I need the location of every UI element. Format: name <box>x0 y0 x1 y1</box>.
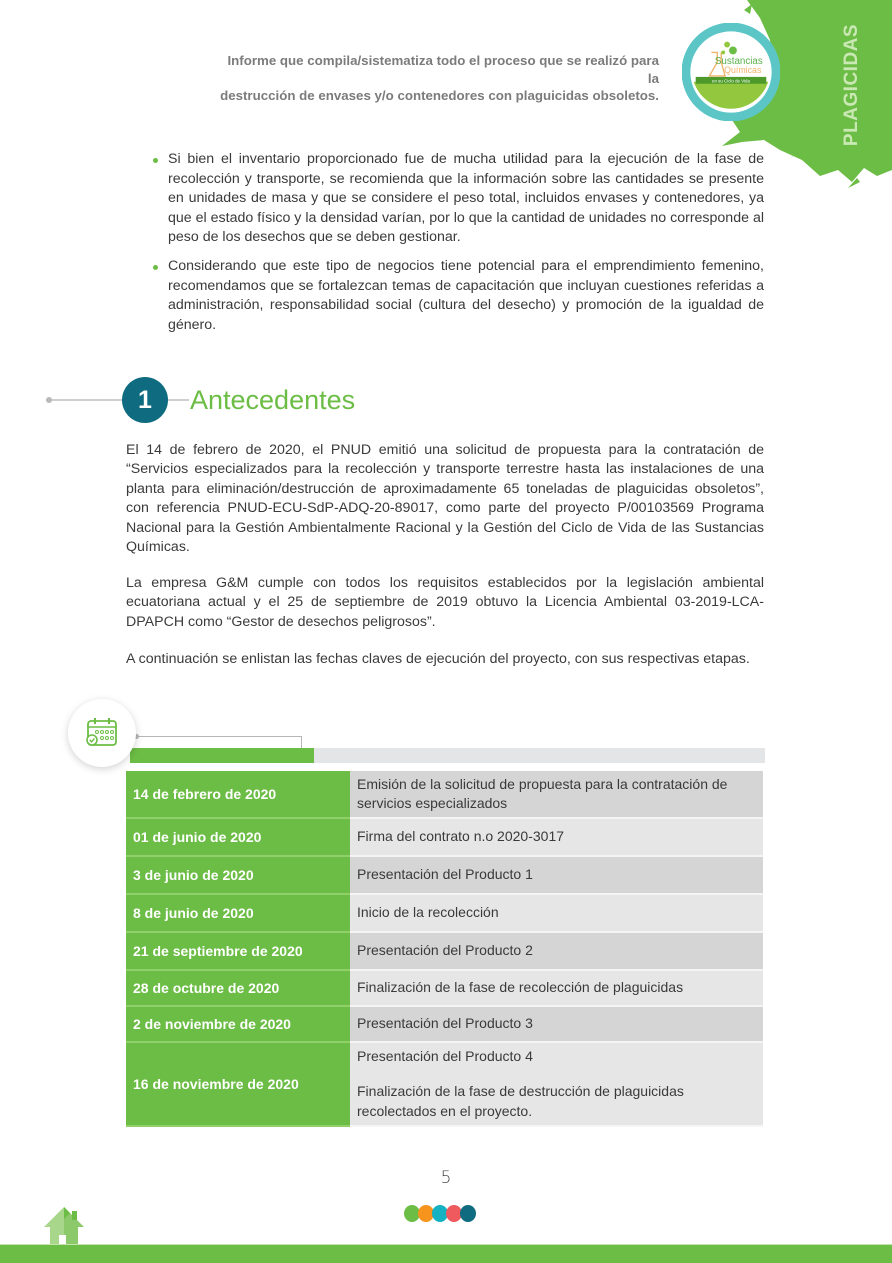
bullet-icon <box>153 265 158 270</box>
calendar-badge <box>68 699 136 767</box>
header-title-line-2: destrucción de envases y/o contenedores con plaguicidas obsoletos. <box>220 88 659 103</box>
timeline-row <box>126 932 763 970</box>
timeline-description <box>350 1006 763 1042</box>
timeline-row <box>126 970 763 1006</box>
timeline-item: Firma del contrato n.o 2020-3017 <box>357 828 565 845</box>
section-tab-label: PLAGICIDAS <box>841 23 862 147</box>
heading-divider-dot <box>46 397 52 403</box>
recommendation-item <box>150 257 764 335</box>
document-header-title <box>219 52 659 105</box>
timeline-item: Inicio de la recolección <box>357 904 499 921</box>
paragraph-intro-dates: A continuación se enlistan las fechas claves de ejecución del proyecto, con sus respectivas etapas. <box>126 651 750 667</box>
timeline-description <box>350 771 763 818</box>
color-dots-decoration <box>404 1205 474 1222</box>
timeline-item: Finalización de la fase de recolección de plaguicidas <box>357 979 684 996</box>
footer-bar <box>0 1244 892 1263</box>
timeline-row <box>126 1042 763 1126</box>
bullet-icon <box>153 158 158 163</box>
paragraph-company: La empresa G&M cumple con todos los requisitos establecidos por la legislación ambiental ecuatoriana actual y el 25 de septiembre de 2019 obtuvo la Licencia Ambiental 03-2019-LCA-DPAPCH como “Gestor de desechos peligrosos”. <box>126 575 764 630</box>
recommendation-text: Considerando que este tipo de negocios tiene potencial para el emprendimiento femenino, recomendamos que se fortalezcan temas de capacitación que incluyan cuestiones referidas a administración, responsabilidad social (cultura del desecho) y promoción de la igualdad de género. <box>168 257 764 333</box>
recommendations-list <box>150 150 764 344</box>
timeline-date: 14 de febrero de 2020 <box>126 771 350 818</box>
timeline-row <box>126 818 763 856</box>
paragraph-background: El 14 de febrero de 2020, el PNUD emitió una solicitud de propuesta para la contratación de “Servicios especializados para la recolección y transporte terrestre hasta las instalaciones de una planta para eliminación/destrucción de aproximadamente 65 toneladas de plaguicidas obsoletos”, con referencia PNUD-ECU-SdP-ADQ-20-89017, como parte del proyecto P/00103569 Programa Nacional para la Gestión Ambientalmente Racional y la Gestión del Ciclo de Vida de las Sustancias Químicas. <box>126 442 764 556</box>
timeline-row <box>126 856 763 894</box>
heading-divider-line <box>49 399 189 401</box>
home-icon[interactable] <box>40 1205 88 1247</box>
timeline-item: Presentación del Producto 3 <box>357 1015 533 1032</box>
timeline-date: 8 de junio de 2020 <box>126 894 350 932</box>
timeline-description <box>350 818 763 856</box>
header-title-line-1: Informe que compila/sistematiza todo el proceso que se realizó para la <box>227 53 659 86</box>
section-tab <box>832 23 872 147</box>
timeline-description <box>350 932 763 970</box>
section-title: Antecedentes <box>190 385 356 415</box>
recommendation-item <box>150 150 764 248</box>
recommendation-text: Si bien el inventario proporcionado fue de mucha utilidad para la ejecución de la fase de recolección y transporte, se recomienda que la información sobre las cantidades se presente en unidades de masa y que se considere el peso total, incluidos envases y contenedores, ya que el estado físico y la densidad varían, por lo que la cantidad de unidades no corresponde al peso de los desechos que se deben gestionar. <box>168 151 764 246</box>
timeline-item: Presentación del Producto 1 <box>357 866 533 883</box>
timeline-description <box>350 894 763 932</box>
timeline-date: 3 de junio de 2020 <box>126 856 350 894</box>
section-number-badge: 1 <box>122 377 168 423</box>
timeline-progress-bar <box>130 748 765 763</box>
key-dates-table <box>126 771 763 1127</box>
timeline-description <box>350 1042 763 1126</box>
timeline-row <box>126 1006 763 1042</box>
timeline-description <box>350 856 763 894</box>
svg-text:en su Ciclo de Vida: en su Ciclo de Vida <box>712 78 750 84</box>
timeline-date: 2 de noviembre de 2020 <box>126 1006 350 1042</box>
sustancias-quimicas-logo <box>682 23 780 121</box>
timeline-row <box>126 771 763 818</box>
svg-text:Sustancias: Sustancias <box>714 56 763 68</box>
timeline-item: Emisión de la solicitud de propuesta para la contratación de servicios especializados <box>357 775 728 811</box>
timeline-progress-fill <box>130 748 314 763</box>
item-gap <box>357 1066 756 1082</box>
timeline-date: 01 de junio de 2020 <box>126 818 350 856</box>
timeline-item: Presentación del Producto 4 <box>357 1047 533 1064</box>
timeline-row <box>126 894 763 932</box>
color-dot <box>460 1205 476 1222</box>
timeline-date: 21 de septiembre de 2020 <box>126 932 350 970</box>
svg-text:Químicas: Químicas <box>724 64 762 75</box>
calendar-check-icon <box>84 715 120 751</box>
timeline-item: Presentación del Producto 2 <box>357 942 533 959</box>
timeline-description <box>350 970 763 1006</box>
timeline-date: 28 de octubre de 2020 <box>126 970 350 1006</box>
page-number: 5 <box>440 1168 452 1188</box>
timeline-item: Finalización de la fase de destrucción de plaguicidas recolectados en el proyecto. <box>357 1083 684 1119</box>
timeline-date: 16 de noviembre de 2020 <box>126 1042 350 1126</box>
